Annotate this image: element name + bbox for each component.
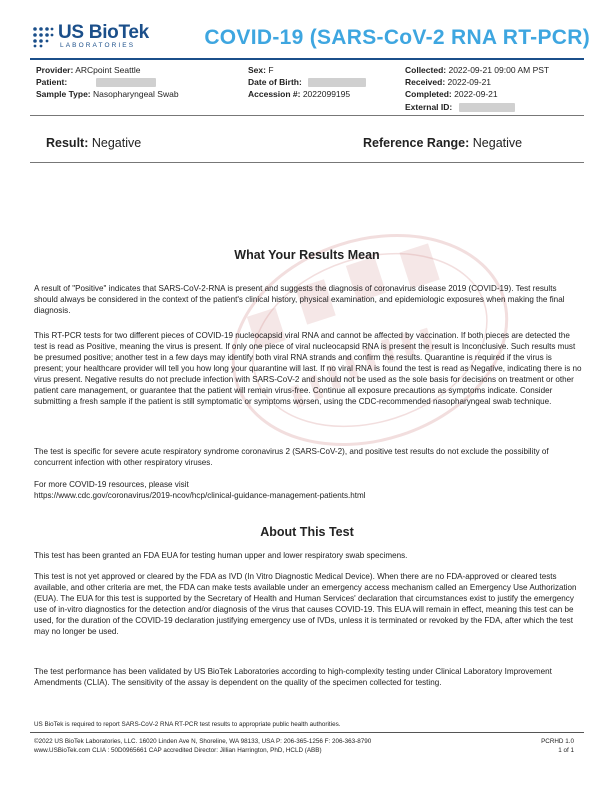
results-meaning-paragraph-2: This RT-PCR tests for two different pieces of COVID-19 nucleocapsid viral RNA and cannot be affected by vaccination. If both pieces are detected the test is read as Positive, meaning the virus is present. If only one piece of viral nucleocapsid RNA is present the result is Inconclusive. Such results must be presumed positive; another test in a few days may identify both viral RNA strands and confirm the results. Quarantine is required if the virus is present; your healthcare provider will tell you how long your quarantine will last. If no viral RNA is found the test is read as Negative, indicating there is no virus present. Negative results do not preclude infection with SARS-CoV-2 and should not be used as the sole basis for decisions on treatment or other patient care management, or guarantee that the patient will remain virus-free. Continue all exposure precautions as symptoms indicate. Consider submitting a fresh sample if the patient is still symptomatic or symptoms worsen, using the CDC-recommended nasopharyngeal swab technique.	[34, 331, 582, 406]
report-header	[30, 22, 590, 56]
reference-range-block	[363, 136, 522, 150]
footer-page-info	[541, 737, 574, 755]
dob-row	[248, 76, 366, 88]
header-divider	[30, 58, 584, 60]
result-value: Negative	[91, 136, 142, 150]
sex-value: F	[268, 65, 274, 75]
info-column-left	[36, 64, 179, 101]
results-meaning-paragraph-1: A result of "Positive" indicates that SARS-CoV-2-RNA is present and suggests the diagnosis of coronavirus disease 2019 (COVID-19). Test results should always be considered in the context of the patient's clinical history, physical examination, and epidemiologic exposures when making the final diagnosis.	[34, 284, 565, 315]
sample-type-value: Nasopharyngeal Swab	[93, 89, 179, 100]
about-test-paragraph-2: This test is not yet approved or cleared by the FDA as IVD (In Vitro Diagnostic Medical Device). When there are no FDA-approved or cleared tests available, and other criteria are met, the FDA can make tests available under an emergency access mechanism called an Emergency Use Authorization (EUA). The EUA for this test is supported by the Secretary of Health and Human Services' declaration that circumstances exist to justify the emergency use of in-vitro diagnostics for the detection and/or diagnosis of the virus that causes COVID-19. This EUA will remain in effect, meaning this test can be used, for the duration of the COVID-19 declaration justifying emergency use of IVDs, unless it is terminated or revoked by the FDA, after which the test may no longer be used.	[34, 572, 577, 636]
dob-redacted	[308, 78, 366, 87]
collected-label: Collected:	[405, 65, 447, 75]
report-code: PCRHD 1.0	[541, 738, 574, 745]
resources-intro: For more COVID-19 resources, please visit	[34, 480, 189, 489]
info-column-right	[405, 64, 549, 113]
sample-type-label: Sample Type:	[36, 89, 91, 100]
collected-value: 2022-09-21 09:00 AM PST	[448, 65, 550, 75]
dob-label: Date of Birth:	[248, 77, 302, 88]
page-number: 1 of 1	[558, 747, 574, 754]
sex-label: Sex:	[248, 65, 266, 75]
patient-label: Patient:	[36, 77, 68, 88]
result-divider	[30, 162, 584, 163]
info-column-middle	[248, 64, 366, 101]
result-block	[46, 136, 141, 150]
patient-redacted	[96, 78, 156, 87]
completed-label: Completed:	[405, 89, 452, 100]
footer-line-2: www.USBioTek.com CLIA : 50D0965661 CAP accredited Director: Jillian Harrington, PhD, HCLD (ABB)	[34, 747, 322, 754]
reporting-disclaimer: US BioTek is required to report SARS-CoV-2 RNA RT-PCR test results to appropriate public health authorities.	[34, 721, 341, 728]
completed-value: 2022-09-21	[454, 89, 498, 100]
accession-row	[248, 88, 366, 100]
resources-paragraph	[34, 479, 582, 501]
collected-row	[405, 64, 549, 76]
about-test-paragraph-3: The test performance has been validated by US BioTek Laboratories according to high-complexity testing under Clinical Laboratory Improvement Amendments (CLIA). The sensitivity of the assay is dependent on the quality of the specimen collected for testing.	[34, 667, 552, 687]
provider-value: ARCpoint Seattle	[75, 65, 141, 75]
reference-range-value: Negative	[472, 136, 523, 150]
external-id-row	[405, 101, 549, 113]
footer-address	[34, 737, 371, 755]
results-meaning-paragraph-3: The test is specific for severe acute respiratory syndrome coronavirus 2 (SARS-CoV-2), and positive test results do not exclude the possibility of concurrent infection with other respiratory viruses.	[34, 447, 549, 467]
cdc-resource-link[interactable]: https://www.cdc.gov/coronavirus/2019-ncov/hcp/clinical-guidance-management-patients.html	[34, 491, 366, 500]
accession-value: 2022099195	[302, 89, 351, 100]
completed-row	[405, 88, 549, 100]
section-about-test-title: About This Test	[260, 525, 354, 539]
external-id-label: External ID:	[405, 101, 453, 112]
result-label: Result:	[46, 136, 89, 150]
provider-row	[36, 64, 179, 76]
sample-type-row	[36, 88, 179, 100]
report-title: COVID-19 (SARS-CoV-2 RNA RT-PCR)	[204, 26, 590, 49]
received-row	[405, 76, 549, 88]
external-id-redacted	[459, 103, 515, 112]
received-value: 2022-09-21	[447, 77, 492, 88]
logo-subtitle-text: LABORATORIES	[60, 42, 136, 49]
patient-row	[36, 76, 179, 88]
us-biotek-logo	[30, 22, 170, 52]
sex-row	[248, 64, 366, 76]
received-label: Received:	[405, 77, 446, 88]
accession-label: Accession #:	[248, 89, 301, 100]
logo-dots-icon	[32, 26, 54, 48]
info-divider	[30, 115, 584, 116]
logo-brand-text: US BioTek	[58, 22, 149, 43]
footer-divider	[30, 732, 584, 733]
footer-line-1: ©2022 US BioTek Laboratories, LLC. 16020 Linden Ave N, Shoreline, WA 98133, USA P: 206-365-1256 F: 206-363-8790	[34, 738, 372, 745]
provider-label: Provider:	[36, 65, 74, 75]
section-results-meaning-title: What Your Results Mean	[234, 248, 380, 262]
about-test-paragraph-1: This test has been granted an FDA EUA for testing human upper and lower respiratory swab specimens.	[34, 551, 408, 560]
reference-range-label: Reference Range:	[363, 136, 470, 150]
